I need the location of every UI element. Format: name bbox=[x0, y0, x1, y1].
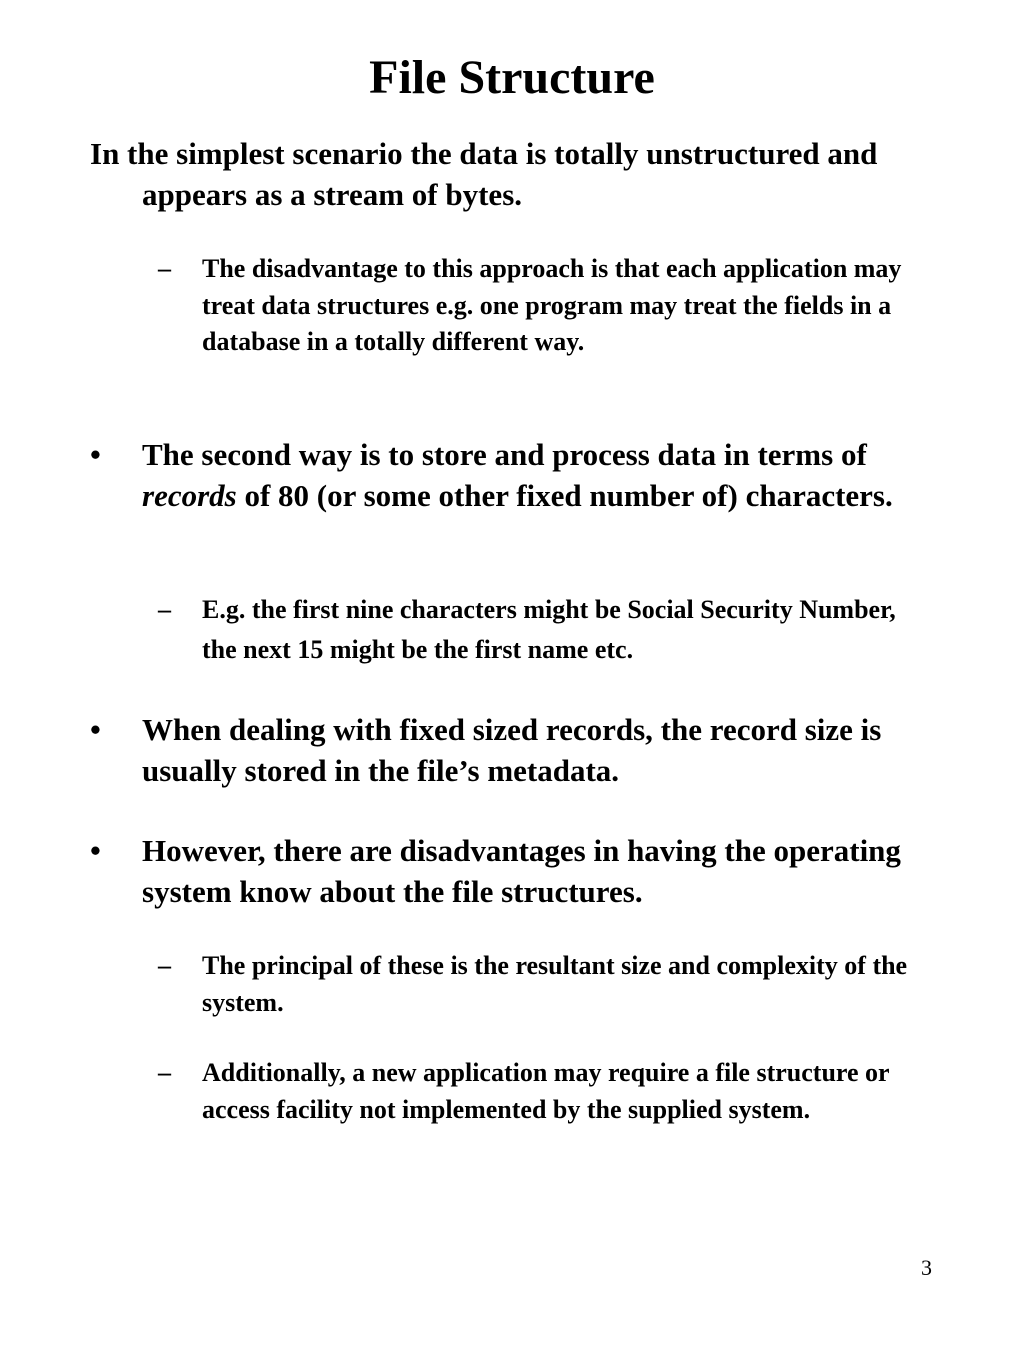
intro-paragraph: In the simplest scenario the data is totally unstructured and appears as a stream of bytes. bbox=[90, 136, 878, 212]
records-emphasis: records bbox=[142, 478, 237, 513]
bullet-text-end: of 80 (or some other fixed number of) characters. bbox=[236, 478, 893, 513]
sub-item-additionally bbox=[158, 1055, 918, 1128]
bullet-marker: • bbox=[90, 833, 101, 868]
sub-item-text: The disadvantage to this approach is that each application may treat data structures e.g. one program may treat the fields in a database in a totally different way. bbox=[202, 254, 902, 356]
bullet-item-records bbox=[90, 434, 930, 516]
bullet-marker: • bbox=[90, 437, 101, 472]
sub-item-example bbox=[158, 590, 918, 670]
bullet-item-text: When dealing with fixed sized records, the record size is usually stored in the file’s metadata. bbox=[142, 712, 882, 788]
bullet-text-start: The second way is to store and process data in terms of bbox=[142, 437, 867, 472]
dash-marker: – bbox=[158, 595, 171, 624]
bullet-marker: • bbox=[90, 712, 101, 747]
sub-item-disadvantage bbox=[158, 251, 918, 361]
dash-marker: – bbox=[158, 254, 171, 283]
sub-item-text: Additionally, a new application may require a file structure or access facility not implemented by the supplied system. bbox=[202, 1058, 890, 1124]
page-number: 3 bbox=[921, 1255, 932, 1280]
sub-item-text: E.g. the first nine characters might be Social Security Number, the next 15 might be the first name etc. bbox=[202, 595, 896, 664]
slide-title: File Structure bbox=[369, 51, 655, 104]
bullet-item-fixed-size bbox=[90, 709, 930, 791]
bullet-item-text: However, there are disadvantages in having the operating system know about the file structures. bbox=[142, 833, 901, 909]
dash-marker: – bbox=[158, 1058, 171, 1087]
bullet-item-text bbox=[142, 434, 930, 516]
sub-item-text: The principal of these is the resultant size and complexity of the system. bbox=[202, 951, 908, 1017]
dash-marker: – bbox=[158, 951, 171, 980]
bullet-item-disadvantages bbox=[90, 830, 930, 912]
sub-item-principal bbox=[158, 948, 918, 1021]
